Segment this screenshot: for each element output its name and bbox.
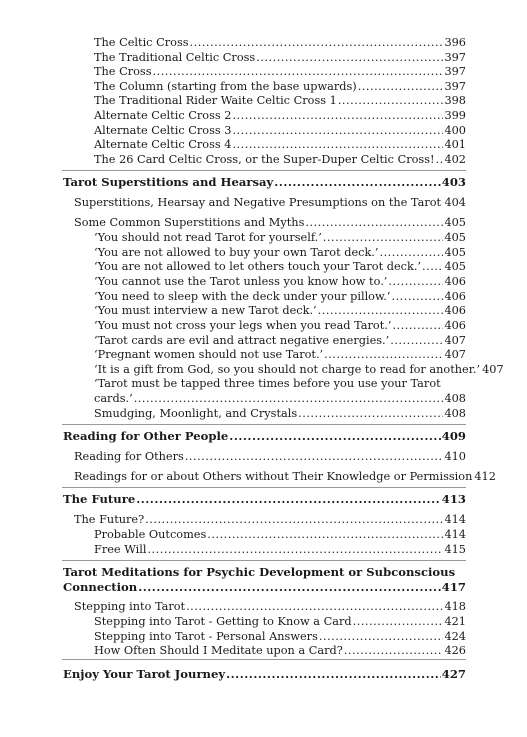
toc-page-number: 405 (444, 231, 466, 244)
toc-entry-title: ‘You are not allowed to let others touch your Tarot deck.’ (94, 260, 422, 273)
toc-entry-title: ‘Tarot cards are evil and attract negative energies.’ (94, 334, 390, 347)
toc-page-number: 406 (444, 304, 466, 317)
toc-page-number: 409 (441, 429, 466, 443)
toc-entry-title: Connection (63, 580, 138, 594)
toc-entry-title: ‘You must not cross your legs when you read Tarot.’ (94, 319, 392, 332)
toc-page-number: 397 (444, 80, 466, 93)
leader-dots (323, 230, 444, 245)
leader-dots (298, 406, 443, 421)
toc-entry-title: The Column (starting from the base upwards) (94, 80, 357, 93)
leader-dots (232, 123, 443, 138)
toc-page-number: 406 (444, 319, 466, 332)
toc-entry[interactable] (94, 50, 466, 65)
leader-dots (185, 449, 444, 464)
toc-entry-title: ‘You are not allowed to buy your own Tarot deck.’ (94, 246, 379, 259)
toc-entry[interactable] (94, 318, 466, 333)
toc-page-number: 398 (444, 94, 466, 107)
toc-entry[interactable] (94, 643, 466, 658)
toc-entry[interactable] (94, 137, 466, 152)
toc-entry-title: Enjoy Your Tarot Journey (63, 667, 226, 681)
toc-entry-title: The Future (63, 492, 136, 506)
toc-entry-title: Free Will (94, 543, 147, 556)
toc-entry[interactable] (94, 347, 466, 362)
toc-entry-title: ‘It is a gift from God, so you should not charge to read for another.’ (94, 363, 481, 376)
toc-entry[interactable] (94, 108, 466, 123)
toc-entry[interactable] (94, 274, 466, 289)
leader-dots (138, 580, 441, 595)
leader-dots (147, 542, 443, 557)
leader-dots (134, 391, 444, 406)
toc-entry[interactable] (94, 64, 466, 79)
toc-entry[interactable] (94, 289, 466, 304)
toc-entry-title: ‘You cannot use the Tarot unless you know how to.’ (94, 275, 388, 288)
toc-page-number: 415 (444, 543, 466, 556)
toc-entry-title: The Traditional Rider Waite Celtic Cross 1 (94, 94, 337, 107)
toc-entry-title: Reading for Others (74, 450, 184, 463)
toc-entry-title: The Celtic Cross (94, 36, 189, 49)
leader-dots (232, 137, 443, 152)
section-divider (62, 424, 466, 425)
leader-dots (388, 274, 443, 289)
leader-dots (318, 303, 444, 318)
toc-entry-title: Stepping into Tarot - Getting to Know a Card (94, 615, 352, 628)
leader-dots (145, 512, 443, 527)
leader-dots (353, 614, 444, 629)
toc-entry[interactable] (94, 333, 466, 348)
toc-entry-title: Probable Outcomes (94, 528, 207, 541)
toc-page-number: 408 (444, 392, 466, 405)
toc-entry-title: How Often Should I Meditate upon a Card? (94, 644, 343, 657)
leader-dots (358, 79, 444, 94)
toc-page-number: 414 (444, 528, 466, 541)
toc-page-number: 410 (444, 450, 466, 463)
toc-entry[interactable] (94, 542, 466, 557)
toc-entry-title: ‘Tarot must be tapped three times before you use your Tarot (94, 377, 441, 390)
toc-entry-title: ‘Pregnant women should not use Tarot.’ (94, 348, 324, 361)
toc-entry[interactable] (74, 512, 466, 527)
toc-entry[interactable] (94, 406, 466, 421)
toc-page-number: 408 (444, 407, 466, 420)
toc-entry-title: Some Common Superstitions and Myths (74, 216, 305, 229)
leader-dots (274, 175, 441, 190)
section-divider (62, 487, 466, 488)
leader-dots (392, 318, 443, 333)
toc-page-number: 400 (444, 124, 466, 137)
toc-entry[interactable] (94, 629, 466, 644)
section-divider (62, 659, 466, 660)
toc-page-number: 421 (444, 615, 466, 628)
toc-entry-title: Readings for or about Others without Their Knowledge or Permission (74, 470, 473, 483)
toc-entry-title: The Future? (74, 513, 145, 526)
leader-dots (190, 35, 444, 50)
leader-dots (338, 93, 444, 108)
toc-page-number: 402 (444, 153, 466, 166)
toc-entry[interactable] (94, 79, 466, 94)
toc-chapter-entry[interactable] (63, 492, 466, 507)
toc-page-number: 404 (444, 196, 466, 209)
leader-dots (305, 215, 443, 230)
toc-entry[interactable] (94, 527, 466, 542)
leader-dots (324, 347, 443, 362)
leader-dots (207, 527, 443, 542)
toc-entry-title: Alternate Celtic Cross 4 (94, 138, 232, 151)
toc-entry-title: Reading for Other People (63, 429, 229, 443)
toc-entry[interactable] (74, 469, 496, 484)
toc-page-number: 406 (444, 275, 466, 288)
leader-dots (136, 492, 441, 507)
toc-page-number: 417 (441, 580, 466, 594)
toc-entry[interactable] (94, 35, 466, 50)
toc-chapter-entry[interactable] (63, 667, 466, 682)
toc-page-number: 412 (474, 470, 496, 483)
toc-chapter-entry[interactable] (63, 580, 466, 595)
toc-entry[interactable] (74, 195, 466, 210)
toc-page-number: 414 (444, 513, 466, 526)
toc-entry[interactable] (94, 123, 466, 138)
toc-entry[interactable] (94, 93, 466, 108)
toc-entry-title: ‘You must interview a new Tarot deck.’ (94, 304, 317, 317)
toc-page-number: 405 (444, 246, 466, 259)
toc-entry[interactable] (94, 362, 504, 377)
leader-dots (380, 245, 444, 260)
toc-page-number: 405 (444, 216, 466, 229)
toc-entry[interactable] (94, 152, 466, 167)
toc-entry-title: The Cross (94, 65, 152, 78)
toc-page-number: 397 (444, 65, 466, 78)
toc-entry-title: Smudging, Moonlight, and Crystals (94, 407, 298, 420)
toc-entry[interactable] (94, 245, 466, 260)
toc-page-number: 399 (444, 109, 466, 122)
toc-entry[interactable] (94, 303, 466, 318)
leader-dots (226, 667, 441, 682)
leader-dots (422, 259, 443, 274)
toc-page-number: 407 (444, 334, 466, 347)
toc-entry-title: Stepping into Tarot - Personal Answers (94, 630, 318, 643)
section-divider (62, 170, 466, 171)
toc-chapter-entry[interactable] (63, 429, 466, 444)
toc-entry[interactable] (74, 449, 466, 464)
toc-page-number: 405 (444, 260, 466, 273)
toc-entry[interactable] (94, 391, 466, 406)
toc-entry-title: ‘You should not read Tarot for yourself.’ (94, 231, 322, 244)
toc-chapter-entry[interactable] (63, 175, 466, 190)
toc-entry-title: Tarot Superstitions and Hearsay (63, 175, 274, 189)
toc-entry-title: The Traditional Celtic Cross (94, 51, 256, 64)
toc-entry-title: Alternate Celtic Cross 2 (94, 109, 232, 122)
toc-page-number: 396 (444, 36, 466, 49)
toc-entry-title: Stepping into Tarot (74, 600, 186, 613)
toc-page-number: 424 (444, 630, 466, 643)
leader-dots (229, 429, 441, 444)
toc-entry[interactable] (74, 599, 466, 614)
toc-page-number: 418 (444, 600, 466, 613)
toc-page-number: 427 (441, 667, 466, 681)
leader-dots (153, 64, 444, 79)
toc-entry-title: Superstitions, Hearsay and Negative Presumptions on the Tarot (74, 196, 442, 209)
toc-page-number: 397 (444, 51, 466, 64)
toc-entry-title: Alternate Celtic Cross 3 (94, 124, 232, 137)
leader-dots (436, 152, 444, 167)
leader-dots (344, 643, 444, 658)
toc-entry-title: Tarot Meditations for Psychic Development or Subconscious (63, 565, 456, 579)
leader-dots (390, 333, 443, 348)
toc-page-number: 406 (444, 290, 466, 303)
toc-page-number: 407 (482, 363, 504, 376)
leader-dots (442, 195, 443, 210)
toc-entry[interactable] (74, 215, 466, 230)
toc-page-number: 407 (444, 348, 466, 361)
toc-entry-title: The 26 Card Celtic Cross, or the Super-Duper Celtic Cross! (94, 153, 435, 166)
toc-page-number: 426 (444, 644, 466, 657)
toc-page-number: 403 (441, 175, 466, 189)
toc-entry[interactable] (94, 230, 466, 245)
toc-entry-title: cards.’ (94, 392, 133, 405)
toc-page-number: 413 (441, 492, 466, 506)
toc-entry-title: ‘You need to sleep with the deck under your pillow.’ (94, 290, 391, 303)
toc-page-number: 401 (444, 138, 466, 151)
leader-dots (186, 599, 443, 614)
section-divider (62, 560, 466, 561)
toc-entry[interactable] (94, 259, 466, 274)
toc-entry[interactable] (94, 614, 466, 629)
leader-dots (256, 50, 443, 65)
leader-dots (392, 289, 444, 304)
leader-dots (232, 108, 443, 123)
leader-dots (319, 629, 444, 644)
